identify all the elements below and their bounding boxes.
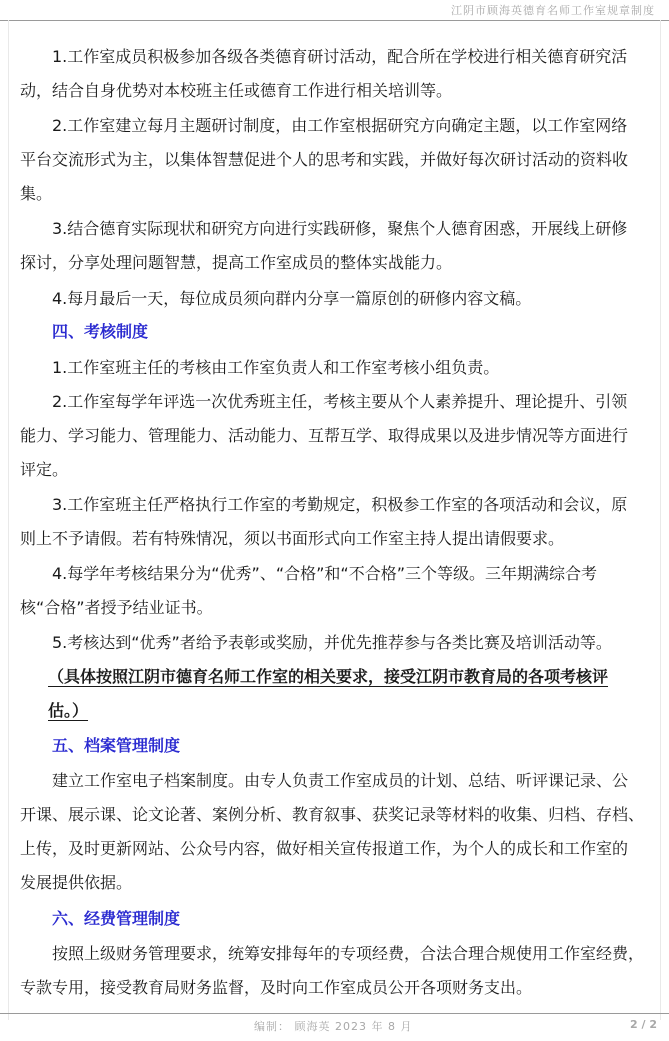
footer-editor: 编制： 顾海英 2023 年 8 月 <box>254 1020 413 1033</box>
paragraph-research-2 <box>20 109 648 211</box>
paragraph-funding <box>20 937 648 1005</box>
text-line: 1.工作室成员积极参加各级各类德育研讨活动，配合所在学校进行相关德育研究活 <box>52 47 628 66</box>
text-line: 3.工作室班主任严格执行工作室的考勤规定，积极参工作室的各项活动和会议，原 <box>52 495 628 514</box>
paragraph-assessment-4 <box>20 557 648 625</box>
text-line: 3.结合德育实际现状和研究方向进行实践研修，聚焦个人德育困惑，开展线上研修 <box>52 219 628 238</box>
paragraph-assessment-5 <box>20 626 648 660</box>
text-line: 集。 <box>20 184 53 203</box>
paragraph-assessment-1 <box>20 351 648 385</box>
text-line: 2.工作室每学年评选一次优秀班主任，考核主要从个人素养提升、理论提升、引领 <box>52 392 628 411</box>
text-line: 4.每学年考核结果分为“优秀”、“合格”和“不合格”三个等级。三年期满综合考 <box>52 564 598 583</box>
heading-archive: 五、档案管理制度 <box>52 736 181 755</box>
text-line: 则上不予请假。若有特殊情况，须以书面形式向工作室主持人提出请假要求。 <box>20 529 565 548</box>
text-line: 专款专用，接受教育局财务监督，及时向工作室成员公开各项财务支出。 <box>20 978 533 997</box>
text-line: 建立工作室电子档案制度。由专人负责工作室成员的计划、总结、听评课记录、公 <box>52 771 629 790</box>
text-line: 评定。 <box>20 460 69 479</box>
text-line: 2.工作室建立每月主题研讨制度，由工作室根据研究方向确定主题，以工作室网络 <box>52 116 628 135</box>
page-number: 2 / 2 <box>630 1018 657 1031</box>
assessment-note <box>48 660 648 728</box>
text-line: 按照上级财务管理要求，统筹安排每年的专项经费，合法合理合规使用工作室经费， <box>52 944 645 963</box>
heading-assessment: 四、考核制度 <box>52 322 149 341</box>
page-header <box>0 0 669 21</box>
heading-funding: 六、经费管理制度 <box>52 909 181 928</box>
text-line: （具体按照江阴市德育名师工作室的相关要求，接受江阴市教育局的各项考核评 <box>48 667 609 686</box>
text-line: 估。） <box>48 701 89 720</box>
text-line: 1.工作室班主任的考核由工作室负责人和工作室考核小组负责。 <box>52 358 500 377</box>
text-line: 能力、学习能力、管理能力、活动能力、互帮互学、取得成果以及进步情况等方面进行 <box>20 426 629 445</box>
text-line: 4.每月最后一天，每位成员须向群内分享一篇原创的研修内容文稿。 <box>52 289 532 308</box>
text-line: 发展提供依据。 <box>20 873 133 892</box>
footer-divider <box>0 1013 669 1014</box>
text-line: 开课、展示课、论文论著、案例分析、教育叙事、获奖记录等材料的收集、归档、存档、 <box>20 805 645 824</box>
text-line: 平台交流形式为主，以集体智慧促进个人的思考和实践，并做好每次研讨活动的资料收 <box>20 150 629 169</box>
text-line: 核“合格”者授予结业证书。 <box>20 598 213 617</box>
paragraph-assessment-2 <box>20 385 648 487</box>
paragraph-research-1 <box>20 40 648 108</box>
text-line: 探讨，分享处理问题智慧，提高工作室成员的整体实战能力。 <box>20 253 453 272</box>
text-line: 5.考核达到“优秀”者给予表彰或奖励，并优先推荐参与各类比赛及培训活动等。 <box>52 633 612 652</box>
paragraph-research-4 <box>20 282 648 316</box>
text-line: 动，结合自身优势对本校班主任或德育工作进行相关培训等。 <box>20 81 453 100</box>
header-title: 江阴市顾海英德育名师工作室规章制度 <box>451 4 655 17</box>
text-line: 上传，及时更新网站、公众号内容，做好相关宣传报道工作，为个人的成长和工作室的 <box>20 839 629 858</box>
page-border-left <box>8 20 9 1020</box>
paragraph-assessment-3 <box>20 488 648 556</box>
paragraph-archive <box>20 764 648 900</box>
page-border-right <box>660 20 661 1020</box>
paragraph-research-3 <box>20 212 648 280</box>
